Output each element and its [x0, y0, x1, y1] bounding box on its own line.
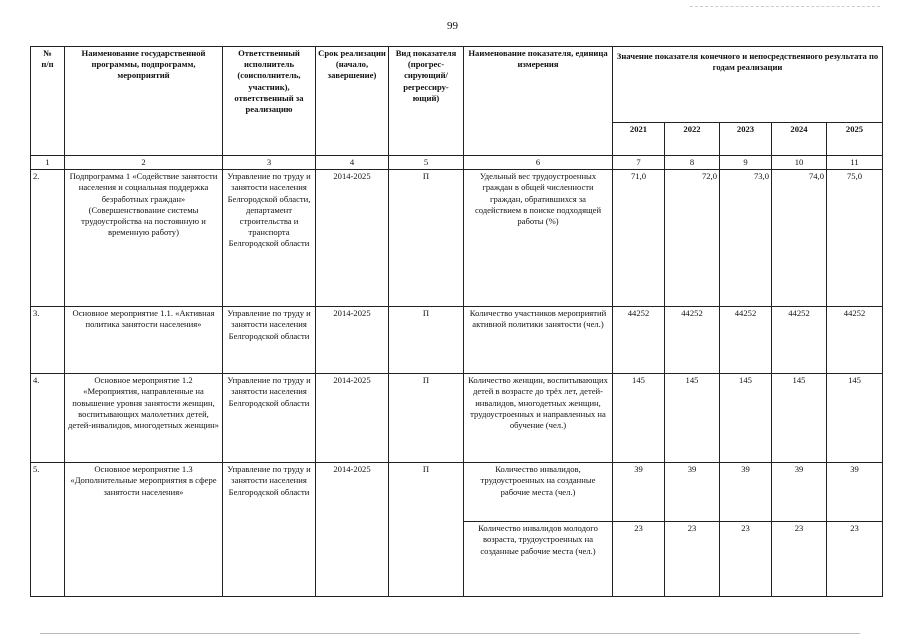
table-row: [31, 307, 883, 374]
row-indicator: Количество женщин, воспитывающих детей в возрасте до трёх лет, детей-инвалидов, многодетных женщин, трудоустроенных и направленных на обучение (чел.): [464, 374, 613, 463]
col-number: 2: [65, 156, 223, 170]
row-type: П: [389, 463, 464, 597]
row-value: 74,0: [772, 170, 827, 307]
header-program: Наименование государственной программы, подпрограмм, мероприятий: [65, 47, 223, 156]
row-indicator: Количество участников мероприятий активной политики занятости (чел.): [464, 307, 613, 374]
header-values: Значение показателя конечного и непосредственного результата по годам реализации: [613, 47, 883, 123]
row-period: 2014-2025: [316, 307, 389, 374]
col-number: 10: [772, 156, 827, 170]
row-value: 44252: [720, 307, 772, 374]
row-value: 39: [827, 463, 883, 522]
row-value: 23: [827, 522, 883, 597]
top-divider: [690, 6, 880, 7]
indicators-table: [30, 46, 883, 597]
header-type: Вид показателя (прогрес-сирующий/ регрессиру-ющий): [389, 47, 464, 156]
row-value: 145: [827, 374, 883, 463]
row-value: 73,0: [720, 170, 772, 307]
col-number: 4: [316, 156, 389, 170]
header-period: Срок реализации (начало, завершение): [316, 47, 389, 156]
page-number: 99: [447, 20, 458, 32]
row-value: 39: [772, 463, 827, 522]
row-program: Основное мероприятие 1.1. «Активная политика занятости населения»: [65, 307, 223, 374]
bottom-divider: [40, 633, 860, 634]
col-number: 8: [665, 156, 720, 170]
row-value: 75,0: [827, 170, 883, 307]
row-type: П: [389, 307, 464, 374]
row-period: 2014-2025: [316, 170, 389, 307]
row-value: 39: [665, 463, 720, 522]
row-executor: Управление по труду и занятости населения Белгородской области: [223, 374, 316, 463]
row-value: 23: [665, 522, 720, 597]
table-row: [31, 170, 883, 307]
col-number: 5: [389, 156, 464, 170]
row-program: Подпрограмма 1 «Содействие занятости населения и социальная поддержка безработных граждан» (Совершенствование системы трудоустройства на постоянную и временную работу): [65, 170, 223, 307]
row-program: Основное мероприятие 1.2 «Мероприятия, направленные на повышение уровня занятости женщин, воспитывающих малолетних детей, детей-инвалидов, многодетных женщин»: [65, 374, 223, 463]
header-indicator: Наименование показателя, единица измерения: [464, 47, 613, 156]
row-value: 145: [665, 374, 720, 463]
row-value: 44252: [665, 307, 720, 374]
row-program: Основное мероприятие 1.3 «Дополнительные мероприятия в сфере занятости населения»: [65, 463, 223, 597]
year-2025: 2025: [827, 123, 883, 156]
year-2022: 2022: [665, 123, 720, 156]
row-num: 4.: [31, 374, 65, 463]
row-type: П: [389, 170, 464, 307]
year-2023: 2023: [720, 123, 772, 156]
row-value: 23: [613, 522, 665, 597]
row-value: 145: [772, 374, 827, 463]
header-executor: Ответственный исполнитель (соисполнитель, участник), ответственный за реализацию: [223, 47, 316, 156]
col-number: 1: [31, 156, 65, 170]
row-value: 44252: [772, 307, 827, 374]
row-value: 71,0: [613, 170, 665, 307]
row-executor: Управление по труду и занятости населения Белгородской области, департамент строительства и транспорта Белгородской области: [223, 170, 316, 307]
col-number: 9: [720, 156, 772, 170]
row-value: 72,0: [665, 170, 720, 307]
row-executor: Управление по труду и занятости населения Белгородской области: [223, 463, 316, 597]
row-period: 2014-2025: [316, 463, 389, 597]
table-row: [31, 463, 883, 522]
row-value: 44252: [613, 307, 665, 374]
row-indicator: Удельный вес трудоустроенных граждан в общей численности граждан, обратившихся за содействием в поиске подходящей работы (%): [464, 170, 613, 307]
row-num: 2.: [31, 170, 65, 307]
row-indicator: Количество инвалидов, трудоустроенных на созданные рабочие места (чел.): [464, 463, 613, 522]
row-num: 3.: [31, 307, 65, 374]
row-value: 23: [720, 522, 772, 597]
row-value: 39: [720, 463, 772, 522]
column-numbers-row: [31, 156, 883, 170]
col-number: 6: [464, 156, 613, 170]
col-number: 11: [827, 156, 883, 170]
col-number: 7: [613, 156, 665, 170]
row-num: 5.: [31, 463, 65, 597]
row-period: 2014-2025: [316, 374, 389, 463]
row-type: П: [389, 374, 464, 463]
row-value: 145: [613, 374, 665, 463]
row-value: 44252: [827, 307, 883, 374]
row-indicator: Количество инвалидов молодого возраста, трудоустроенных на созданные рабочие места (чел.): [464, 522, 613, 597]
col-number: 3: [223, 156, 316, 170]
header-num: № п/п: [31, 47, 65, 156]
year-2021: 2021: [613, 123, 665, 156]
row-executor: Управление по труду и занятости населения Белгородской области: [223, 307, 316, 374]
row-value: 145: [720, 374, 772, 463]
row-value: 23: [772, 522, 827, 597]
table-row: [31, 374, 883, 463]
header-row: [31, 47, 883, 123]
year-2024: 2024: [772, 123, 827, 156]
row-value: 39: [613, 463, 665, 522]
